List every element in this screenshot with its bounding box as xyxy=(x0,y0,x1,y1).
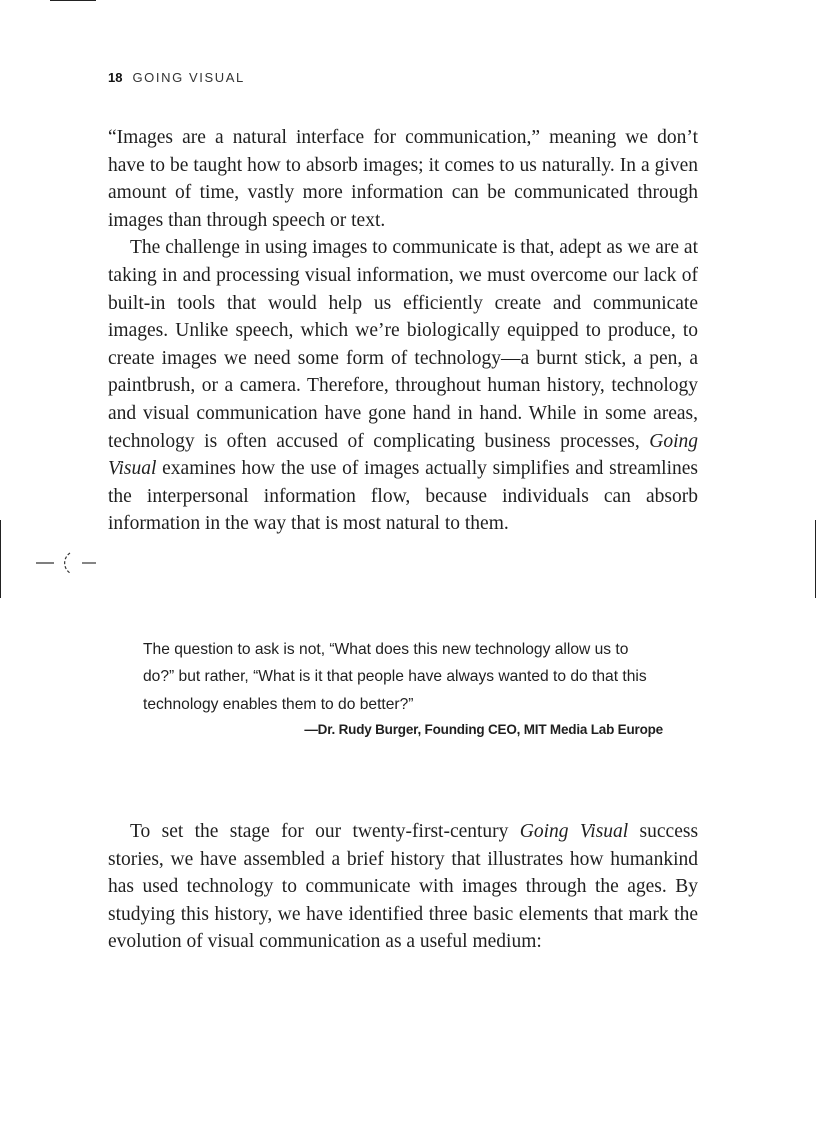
paragraph-1: “Images are a natural interface for communication,” meaning we don’t have to be taught how to absorb images; it comes to us naturally. In a given amount of time, vastly more information can be communicated through images than through speech or text. xyxy=(108,127,698,231)
crop-mark-top xyxy=(50,0,96,1)
paragraph-3 xyxy=(108,818,698,956)
paragraph-2 xyxy=(108,234,698,538)
body-text-bottom xyxy=(108,818,698,956)
quote-attribution: —Dr. Rudy Burger, Founding CEO, MIT Media Lab Europe xyxy=(304,722,663,738)
body-text-top xyxy=(108,124,698,538)
book-title: Going Visual xyxy=(519,821,629,842)
crop-mark-left xyxy=(0,520,1,598)
epigraph-quote xyxy=(143,636,663,741)
running-title: GOING VISUAL xyxy=(132,70,245,85)
book-title: Going Visual xyxy=(108,430,698,480)
paragraph-3-text-a: To set the stage for our twenty-first-century xyxy=(130,821,509,842)
running-head xyxy=(108,70,245,85)
paragraph-2-text-b: examines how the use of images actually simplifies and streamlines the interpersonal information flow, because individuals can absorb information in the way that is most natural to them. xyxy=(108,458,698,535)
quote-text: The question to ask is not, “What does this new technology allow us to do?” but rather, “What is it that people have always wanted to do that this technology enables them to do better?” xyxy=(143,641,647,713)
paragraph-3-text-b: success stories, we have assembled a brief history that illustrates how humankind has used technology to communicate with images through the ages. By studying this history, we have identified three basic elements that mark the evolution of visual communication as a useful medium: xyxy=(108,821,699,953)
paragraph-2-text-a: The challenge in using images to communicate is that, adept as we are at taking in and processing visual information, we must overcome our lack of built-in tools that would help us efficiently create and communicate images. Unlike speech, which we’re biologically equipped to produce, to create images we need some form of technology—a burnt stick, a pen, a paintbrush, or a camera. Therefore, throughout human history, technology and visual communication have gone hand in hand. While in some areas, technology is often accused of complicating business processes, xyxy=(108,237,698,452)
page-number: 18 xyxy=(108,70,123,85)
registration-mark-icon xyxy=(34,545,98,579)
